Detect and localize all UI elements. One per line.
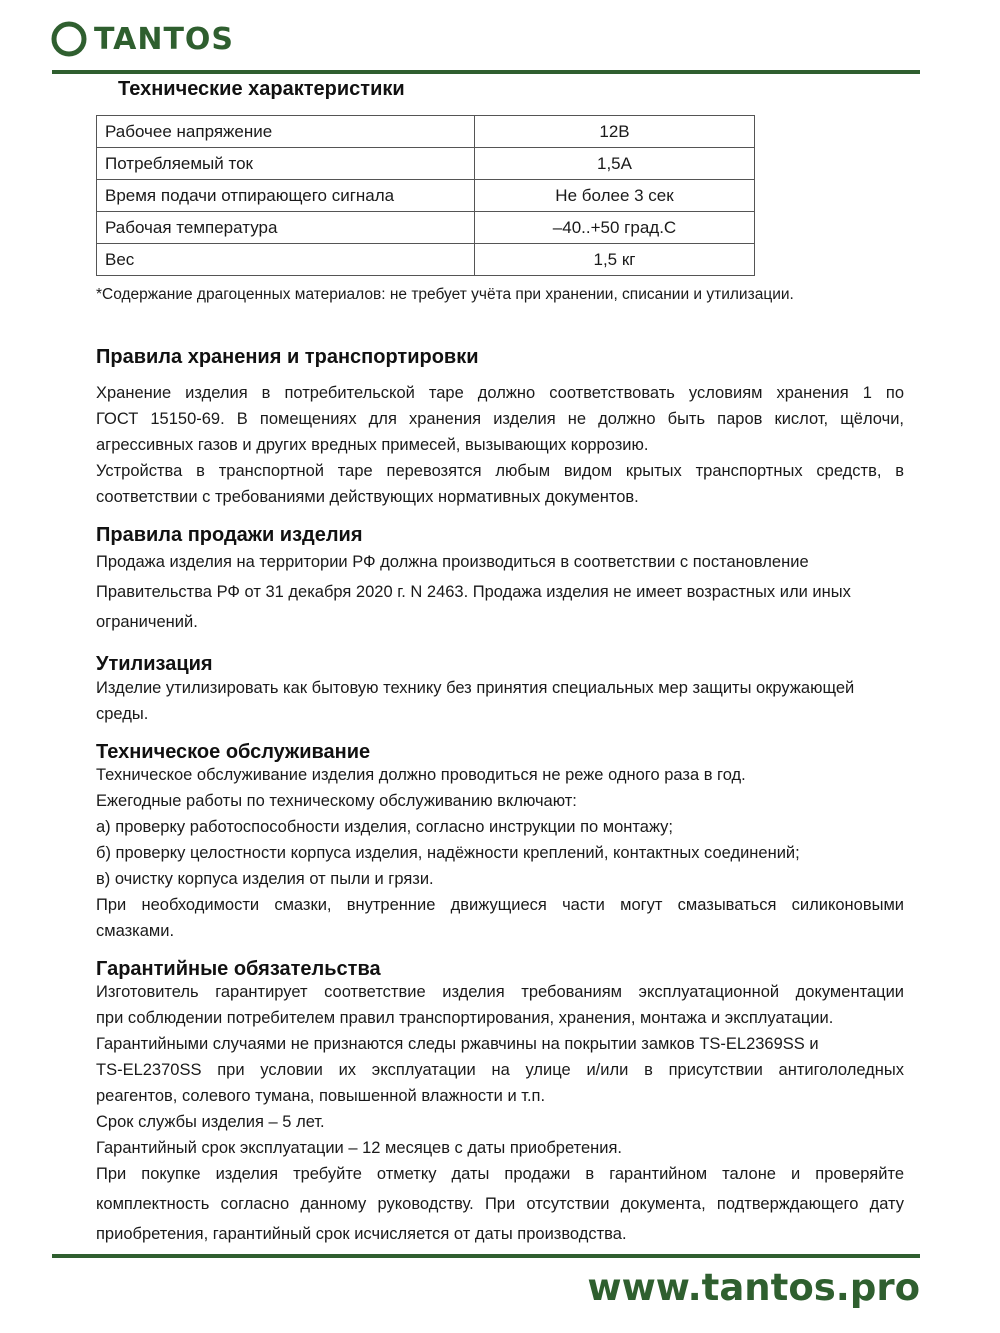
spec-value: Не более 3 сек: [475, 180, 755, 212]
spec-param: Вес: [97, 244, 475, 276]
paragraph-line: Срок службы изделия – 5 лет.: [96, 1113, 325, 1131]
paragraph-line: Изделие утилизировать как бытовую технику без принятия специальных мер защиты окружающей: [96, 679, 855, 697]
paragraph-line: комплектность согласно данному руководству. При отсутствии документа, подтверждающего дату: [96, 1195, 904, 1213]
spec-value: 12В: [475, 116, 755, 148]
tantos-logo-icon: [50, 20, 88, 58]
section-heading: Утилизация: [96, 653, 213, 675]
paragraph-line: ограничений.: [96, 613, 198, 631]
logo-text: TANTOS: [94, 21, 235, 57]
spec-value: 1,5А: [475, 148, 755, 180]
paragraph-line: Устройства в транспортной таре перевозятся любым видом крытых транспортных средств, в: [96, 462, 904, 480]
section-heading: Техническое обслуживание: [96, 741, 371, 763]
website-link[interactable]: www.tantos.pro: [587, 1266, 920, 1309]
paragraph-line: ГОСТ 15150-69. В помещениях для хранения изделия не должно быть паров кислот, щёлочи,: [96, 410, 904, 428]
specs-table: [96, 115, 755, 276]
paragraph-line: реагентов, солевого тумана, повышенной влажности и т.п.: [96, 1087, 546, 1105]
spec-value: 1,5 кг: [475, 244, 755, 276]
spec-param: Потребляемый ток: [97, 148, 475, 180]
section-heading: Гарантийные обязательства: [96, 958, 381, 980]
paragraph-line: Ежегодные работы по техническому обслуживанию включают:: [96, 792, 577, 810]
paragraph-line: При необходимости смазки, внутренние движущиеся части могут смазываться силиконовыми: [96, 896, 904, 914]
spec-row: [97, 180, 755, 212]
header-divider: [52, 70, 920, 74]
paragraph-line: Гарантийный срок эксплуатации – 12 месяцев с даты приобретения.: [96, 1139, 622, 1157]
tantos-logo: [50, 18, 234, 60]
paragraph-line: б) проверку целостности корпуса изделия, надёжности креплений, контактных соединений;: [96, 844, 800, 862]
specs-title: Технические характеристики: [118, 78, 405, 100]
spec-param: Рабочее напряжение: [97, 116, 475, 148]
paragraph-line: приобретения, гарантийный срок исчисляется от даты производства.: [96, 1225, 627, 1243]
specs-note: *Содержание драгоценных материалов: не требует учёта при хранении, списании и утилизации.: [96, 286, 794, 303]
paragraph-line: При покупке изделия требуйте отметку даты продажи в гарантийном талоне и проверяйте: [96, 1165, 904, 1183]
paragraph-line: Продажа изделия на территории РФ должна производиться в соответствии с постановление: [96, 553, 809, 571]
paragraph-line: а) проверку работоспособности изделия, согласно инструкции по монтажу;: [96, 818, 674, 836]
paragraph-line: Гарантийными случаями не признаются следы ржавчины на покрытии замков TS-EL2369SS и: [96, 1035, 819, 1053]
footer-divider: [52, 1254, 920, 1258]
paragraph-line: Хранение изделия в потребительской таре должно соответствовать условиям хранения 1 по: [96, 384, 904, 402]
spec-row: [97, 212, 755, 244]
spec-row: [97, 244, 755, 276]
paragraph-line: соответствии с требованиями действующих нормативных документов.: [96, 488, 639, 506]
paragraph-line: Техническое обслуживание изделия должно проводиться не реже одного раза в год.: [96, 766, 746, 784]
spec-row: [97, 148, 755, 180]
paragraph-line: среды.: [96, 705, 149, 723]
paragraph-line: в) очистку корпуса изделия от пыли и грязи.: [96, 870, 434, 888]
paragraph-line: Правительства РФ от 31 декабря 2020 г. N 2463. Продажа изделия не имеет возрастных или иных: [96, 583, 851, 601]
paragraph-line: TS-EL2370SS при условии их эксплуатации на улице и/или в присутствии антигололедных: [96, 1061, 904, 1079]
paragraph-line: при соблюдении потребителем правил транспортирования, хранения, монтажа и эксплуатации.: [96, 1009, 834, 1027]
section-heading: Правила хранения и транспортировки: [96, 346, 479, 368]
paragraph-line: агрессивных газов и других вредных примесей, вызывающих коррозию.: [96, 436, 649, 454]
paragraph-line: Изготовитель гарантирует соответствие изделия требованиям эксплуатационной документации: [96, 983, 904, 1001]
spec-param: Рабочая температура: [97, 212, 475, 244]
section-heading: Правила продажи изделия: [96, 524, 363, 546]
paragraph-line: смазками.: [96, 922, 175, 940]
spec-param: Время подачи отпирающего сигнала: [97, 180, 475, 212]
spec-value: –40..+50 град.С: [475, 212, 755, 244]
spec-row: [97, 116, 755, 148]
